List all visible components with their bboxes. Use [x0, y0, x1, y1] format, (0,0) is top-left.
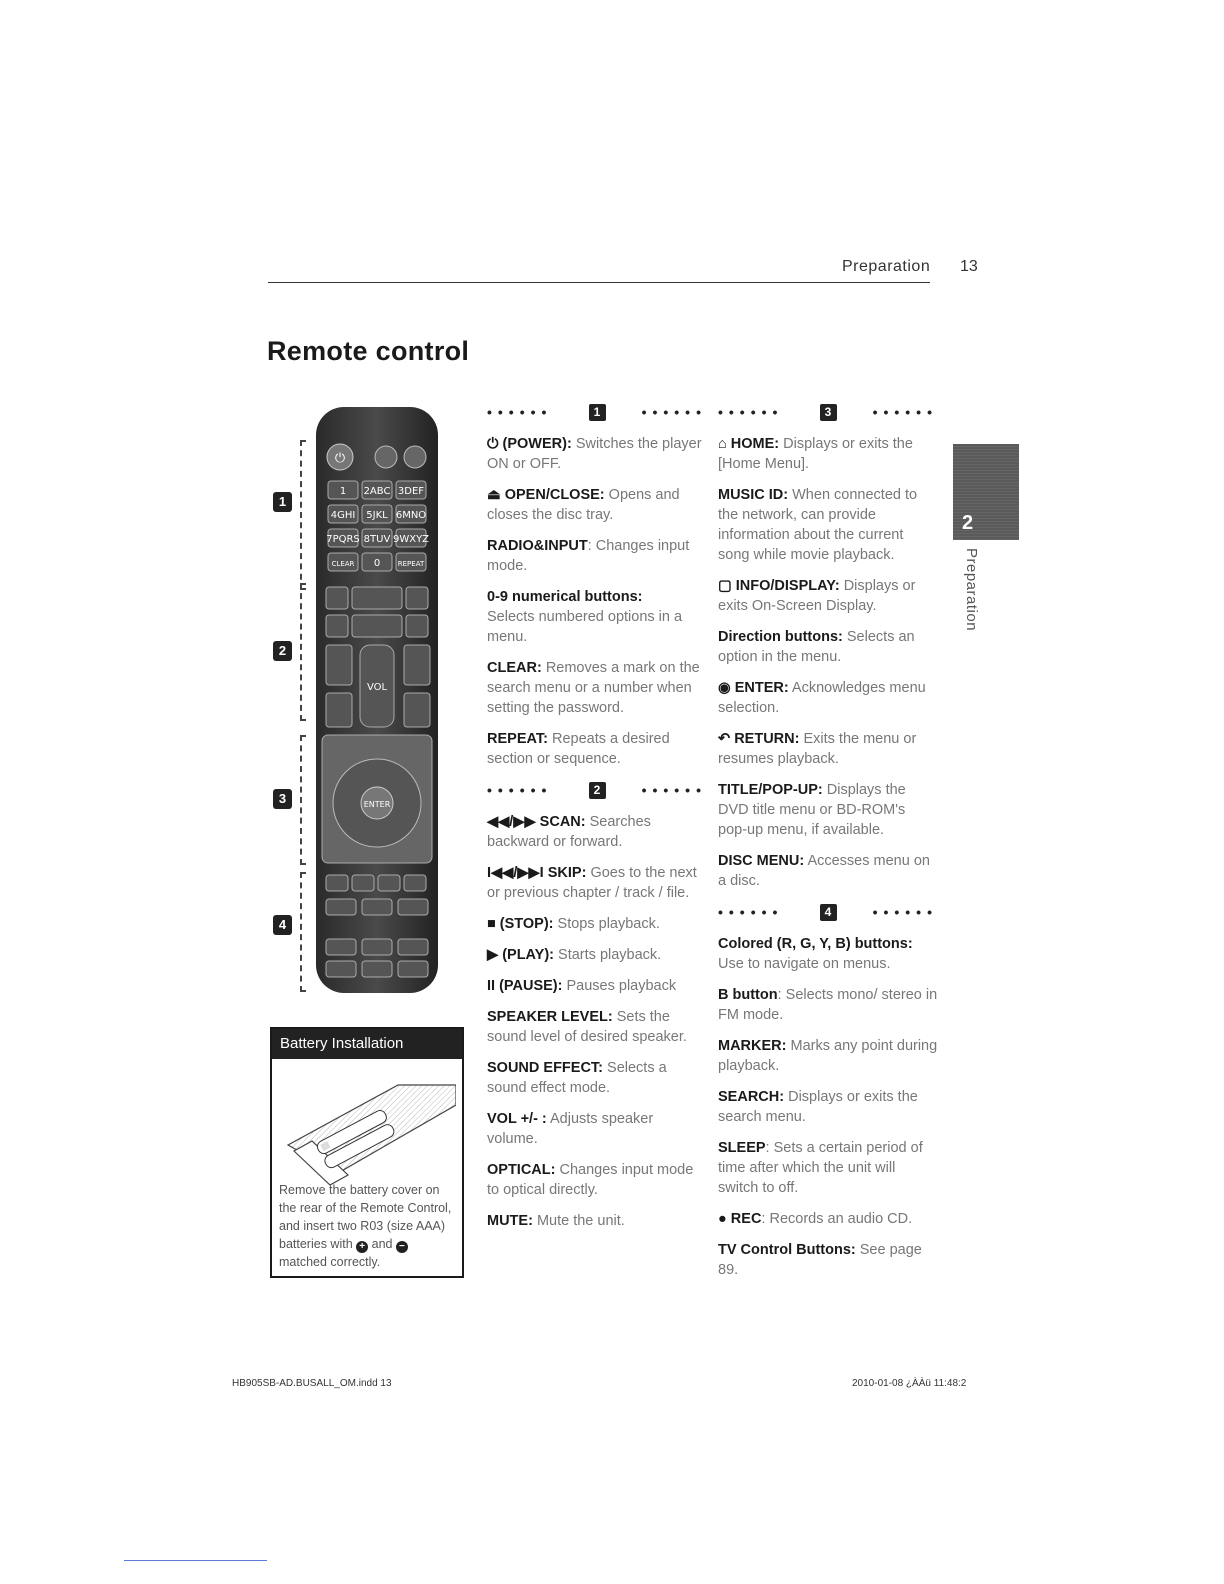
skip-icon: I◀◀/▶▶I	[487, 865, 544, 881]
remote-key-8: 8TUV	[363, 534, 391, 545]
remote-vol-label: VOL	[366, 682, 388, 693]
item-home: ⌂ HOME: Displays or exits the [Home Menu].	[718, 436, 913, 472]
item-sound-effect: SOUND EFFECT: Selects a sound effect mode.	[487, 1060, 667, 1096]
info-icon: ▢	[718, 578, 732, 594]
item-direction: Direction buttons: Selects an option in the menu.	[718, 629, 915, 665]
remote-key-9: 9WXYZ	[392, 534, 430, 545]
item-disc-menu: DISC MENU: Accesses menu on a disc.	[718, 853, 930, 889]
footer-timestamp: 2010-01-08 ¿ÀÀü 11:48:2	[852, 1378, 967, 1389]
stop-icon: ■	[487, 916, 496, 932]
eject-icon: ⏏	[487, 487, 501, 503]
item-tv-control: TV Control Buttons: See page 89.	[718, 1242, 922, 1278]
remote-key-0: 0	[373, 558, 381, 569]
battery-installation-box	[270, 1027, 464, 1278]
remote-key-5: 5JKL	[366, 510, 388, 521]
pause-icon: II	[487, 978, 496, 994]
remote-key-1: 1	[339, 486, 347, 497]
power-icon: ⏻	[487, 436, 499, 452]
group-bracket-1	[300, 440, 308, 590]
group-marker-4: 4	[273, 915, 292, 935]
item-scan: ◀◀/▶▶ SCAN: Searches backward or forward.	[487, 814, 651, 850]
item-optical: OPTICAL: Changes input mode to optical directly.	[487, 1162, 694, 1198]
item-sleep: SLEEP: Sets a certain period of time after which the unit will switch to off.	[718, 1140, 923, 1196]
item-skip: I◀◀/▶▶I SKIP: Goes to the next or previous chapter / track / file.	[487, 865, 697, 901]
item-colored-buttons: Colored (R, G, Y, B) buttons: Use to navigate on menus.	[718, 936, 913, 972]
item-mute: MUTE: Mute the unit.	[487, 1213, 625, 1229]
item-title-popup: TITLE/POP-UP: Displays the DVD title menu or BD-ROM's pop-up menu, if available.	[718, 782, 906, 838]
remote-key-clear: CLEAR	[331, 560, 355, 568]
group-marker-3: 3	[273, 789, 292, 809]
group-marker-2: 2	[273, 641, 292, 661]
item-power: ⏻ (POWER): Switches the player ON or OFF.	[487, 436, 702, 472]
section-divider-1: •••••• 1 ••••••	[487, 404, 707, 420]
item-music-id: MUSIC ID: When connected to the network, can provide information about the current song while movie playback.	[718, 487, 918, 563]
group-bracket-3	[300, 735, 308, 865]
item-radio-input: RADIO&INPUT: Changes input mode.	[487, 538, 690, 574]
section-divider-3: •••••• 3 ••••••	[718, 404, 938, 420]
remote-key-3: 3DEF	[397, 486, 425, 497]
play-icon: ▶	[487, 947, 499, 963]
item-pause: II (PAUSE): Pauses playback	[487, 978, 677, 994]
chapter-tab-number: 2	[962, 512, 974, 534]
remote-key-repeat: REPEAT	[397, 560, 425, 568]
group-bracket-4	[300, 872, 308, 992]
group-marker-1: 1	[273, 492, 292, 512]
page-number: 13	[960, 258, 978, 275]
item-marker: MARKER: Marks any point during playback.	[718, 1038, 938, 1074]
return-icon: ↶	[718, 731, 731, 747]
remote-key-7: 7PQRS	[326, 534, 360, 545]
description-column-1	[487, 402, 707, 1242]
item-clear: CLEAR: Removes a mark on the search menu or a number when setting the password.	[487, 660, 700, 716]
item-repeat: REPEAT: Repeats a desired section or sequence.	[487, 731, 670, 767]
battery-installation-heading: Battery Installation	[272, 1029, 462, 1059]
remote-enter-label: ENTER	[363, 800, 391, 809]
remote-control-illustration	[314, 405, 440, 995]
minus-icon: −	[396, 1241, 408, 1253]
section-divider-4: •••••• 4 ••••••	[718, 904, 938, 920]
enter-icon: ◉	[718, 680, 731, 696]
group-bracket-2	[300, 583, 308, 721]
record-icon: ●	[718, 1211, 727, 1227]
item-b-button: B button: Selects mono/ stereo in FM mode.	[718, 987, 938, 1023]
item-stop: ■ (STOP): Stops playback.	[487, 916, 660, 932]
section-divider-2: •••••• 2 ••••••	[487, 782, 707, 798]
item-numerical: 0-9 numerical buttons: Selects numbered options in a menu.	[487, 589, 683, 645]
footer-filename: HB905SB-AD.BUSALL_OM.indd 13	[232, 1378, 392, 1389]
page-title: Remote control	[267, 336, 470, 366]
footer-rule	[124, 1560, 267, 1561]
running-header-section: Preparation	[842, 258, 931, 275]
description-column-2	[718, 402, 938, 1291]
item-speaker-level: SPEAKER LEVEL: Sets the sound level of desired speaker.	[487, 1009, 687, 1045]
item-return: ↶ RETURN: Exits the menu or resumes playback.	[718, 731, 917, 767]
item-play: ▶ (PLAY): Starts playback.	[487, 947, 662, 963]
item-enter: ◉ ENTER: Acknowledges menu selection.	[718, 680, 926, 716]
item-rec: ● REC: Records an audio CD.	[718, 1211, 913, 1227]
home-icon: ⌂	[718, 436, 727, 452]
remote-key-2: 2ABC	[363, 486, 391, 497]
remote-power-key: ⏻	[334, 451, 346, 466]
item-open-close: ⏏ OPEN/CLOSE: Opens and closes the disc tray.	[487, 487, 680, 523]
battery-instructions: Remove the battery cover on the rear of the Remote Control, and insert two R03 (size AAA) batteries with + and − matched correctly.	[279, 1183, 452, 1269]
header-rule	[268, 282, 930, 283]
remote-key-4: 4GHI	[330, 510, 356, 521]
scan-icon: ◀◀/▶▶	[487, 814, 536, 830]
item-info-display: ▢ INFO/DISPLAY: Displays or exits On-Screen Display.	[718, 578, 916, 614]
remote-key-6: 6MNO	[395, 510, 427, 521]
item-vol: VOL +/- : Adjusts speaker volume.	[487, 1111, 654, 1147]
plus-icon: +	[356, 1241, 368, 1253]
item-search: SEARCH: Displays or exits the search menu.	[718, 1089, 918, 1125]
chapter-tab-label: Preparation	[963, 548, 980, 632]
